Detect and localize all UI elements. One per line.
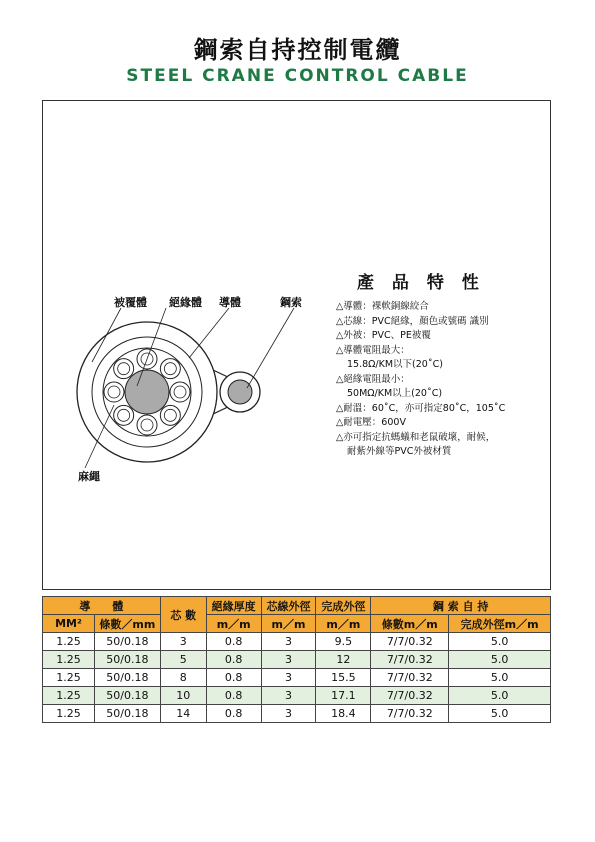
cell: 50/0.18: [94, 669, 160, 687]
cell: 0.8: [206, 669, 261, 687]
cell: 1.25: [43, 669, 95, 687]
cell: 15.5: [316, 669, 371, 687]
cell: 9.5: [316, 633, 371, 651]
cell: 50/0.18: [94, 651, 160, 669]
cell: 3: [261, 669, 316, 687]
cell: 0.8: [206, 687, 261, 705]
cell: 5.0: [449, 705, 551, 723]
core-conductor: [118, 409, 130, 421]
core-conductor: [108, 386, 120, 398]
feature-item: △亦可指定抗螞蟻和老鼠破壞，耐候，: [336, 431, 496, 443]
cell: 3: [261, 687, 316, 705]
feature-item: △外被：PVC、PE被覆: [336, 330, 431, 341]
cell: 17.1: [316, 687, 371, 705]
table-row: [43, 633, 551, 651]
cell: 50/0.18: [94, 633, 160, 651]
cell: 1.25: [43, 705, 95, 723]
feature-item: 15.8Ω/KM以下(20˚C): [347, 359, 443, 370]
feature-item: △導體：裸軟銅線絞合: [336, 301, 429, 312]
cell: 8: [160, 669, 206, 687]
cell: 1.25: [43, 651, 95, 669]
header-conductor: 導 體: [43, 597, 161, 615]
table-header-row: [43, 615, 551, 633]
core-conductor: [164, 363, 176, 375]
header-strands: 條數／mm: [94, 615, 160, 633]
cell: 7/7/0.32: [371, 705, 449, 723]
cell: 50/0.18: [94, 687, 160, 705]
cell: 0.8: [206, 633, 261, 651]
feature-item: 50MΩ/KM以上(20˚C): [347, 388, 443, 399]
cell: 1.25: [43, 633, 95, 651]
label-steel-wire: 鋼索: [280, 296, 302, 309]
table-row: [43, 651, 551, 669]
feature-item: △芯線：PVC絕緣，顏色或號碼 識別: [336, 315, 489, 327]
cell: 0.8: [206, 705, 261, 723]
header-steel-group: 鋼 索 自 持: [371, 597, 551, 615]
feature-item: △耐溫：60˚C，亦可指定80˚C，105˚C: [336, 402, 506, 414]
header-steel-strands: 條數m／m: [371, 615, 449, 633]
core-conductor: [174, 386, 186, 398]
cell: 3: [261, 705, 316, 723]
cell: 10: [160, 687, 206, 705]
steel-wire-core: [228, 380, 252, 404]
features-title: 產 品 特 性: [357, 273, 485, 293]
feature-item: △絕緣電阻最小：: [336, 373, 410, 385]
feature-item: 耐紫外線等PVC外被材質: [347, 446, 452, 457]
cell: 5.0: [449, 633, 551, 651]
hemp-filler-center: [125, 370, 169, 414]
header-insulation-unit: m／m: [206, 615, 261, 633]
label-sheath: 被覆體: [114, 296, 147, 309]
header-finished-od: 完成外徑: [316, 597, 371, 615]
cell: 5: [160, 651, 206, 669]
label-insulation: 絕緣體: [169, 296, 202, 309]
core-conductor: [118, 363, 130, 375]
feature-item: △耐電壓：600V: [336, 417, 406, 428]
header-finished-unit: m／m: [316, 615, 371, 633]
header-core-unit: m／m: [261, 615, 316, 633]
header-steel-od: 完成外徑m／m: [449, 615, 551, 633]
header-cores: 芯 數: [160, 597, 206, 633]
cell: 5.0: [449, 687, 551, 705]
header-core-od: 芯線外徑: [261, 597, 316, 615]
cell: 7/7/0.32: [371, 687, 449, 705]
cell: 0.8: [206, 651, 261, 669]
page-subtitle: STEEL CRANE CONTROL CABLE: [126, 66, 469, 86]
cell: 50/0.18: [94, 705, 160, 723]
label-conductor: 導體: [219, 296, 241, 309]
cell: 5.0: [449, 651, 551, 669]
cell: 3: [160, 633, 206, 651]
feature-item: △導體電阻最大：: [336, 344, 410, 356]
spec-table: [42, 596, 551, 723]
cell: 5.0: [449, 669, 551, 687]
header-mm2: MM²: [43, 615, 95, 633]
table-row: [43, 705, 551, 723]
cell: 1.25: [43, 687, 95, 705]
core-conductor: [141, 419, 153, 431]
cell: 18.4: [316, 705, 371, 723]
cell: 12: [316, 651, 371, 669]
cell: 7/7/0.32: [371, 669, 449, 687]
cell: 7/7/0.32: [371, 651, 449, 669]
table-header-row: [43, 597, 551, 615]
cell: 3: [261, 633, 316, 651]
core-conductor: [164, 409, 176, 421]
table-row: [43, 687, 551, 705]
features-list: [336, 300, 505, 460]
cell: 3: [261, 651, 316, 669]
label-hemp-rope: 麻繩: [78, 470, 100, 483]
cell: 14: [160, 705, 206, 723]
page-title: 鋼索自持控制電纜: [193, 35, 402, 64]
cell: 7/7/0.32: [371, 633, 449, 651]
table-row: [43, 669, 551, 687]
header-insulation-thickness: 絕緣厚度: [206, 597, 261, 615]
